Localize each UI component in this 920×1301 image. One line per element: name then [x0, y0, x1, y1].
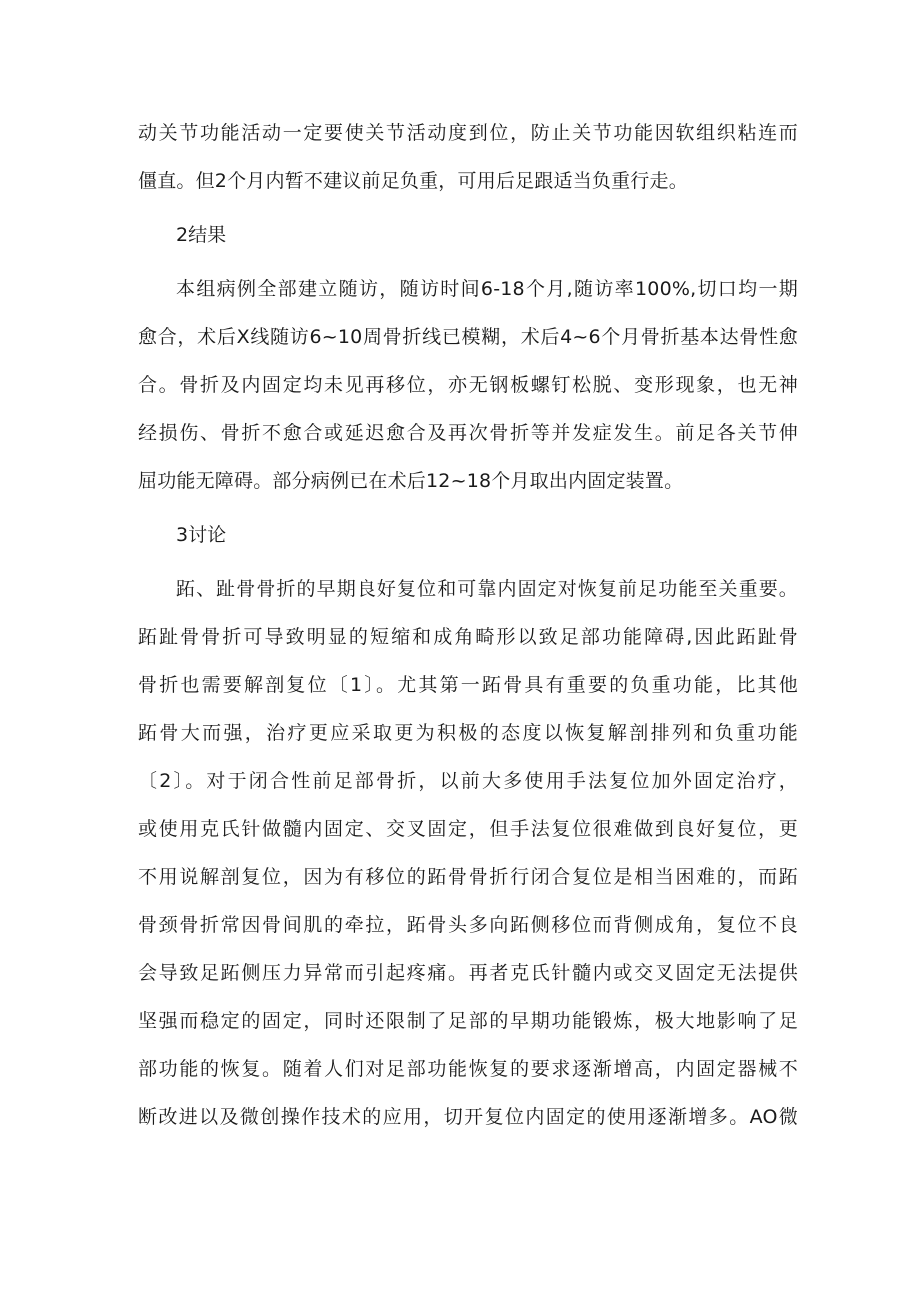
- paragraph-line: 愈合，术后X线随访6~10周骨折线已模糊，术后4~6个月骨折基本达骨性愈: [138, 326, 798, 348]
- paragraph-line: 或使用克氏针做髓内固定、交叉固定，但手法复位很难做到良好复位，更: [138, 818, 798, 840]
- paragraph-line: 会导致足跖侧压力异常而引起疼痛。再者克氏针髓内或交叉固定无法提供: [138, 962, 798, 984]
- paragraph-line: 不用说解剖复位，因为有移位的跖骨骨折行闭合复位是相当困难的，而跖: [138, 866, 798, 888]
- paragraph-line: 部功能的恢复。随着人们对足部功能恢复的要求逐渐增高，内固定器械不: [138, 1058, 798, 1080]
- section-heading-results: 2结果: [176, 224, 227, 246]
- paragraph-line: 〔2〕。对于闭合性前足部骨折，以前大多使用手法复位加外固定治疗，: [138, 770, 798, 792]
- paragraph-line: 跖、趾骨骨折的早期良好复位和可靠内固定对恢复前足功能至关重要。: [176, 578, 798, 600]
- paragraph-line: 骨颈骨折常因骨间肌的牵拉，跖骨头多向跖侧移位而背侧成角，复位不良: [138, 914, 798, 936]
- paragraph-line: 断改进以及微创操作技术的应用，切开复位内固定的使用逐渐增多。AO微: [138, 1106, 798, 1128]
- paragraph-line: 跖趾骨骨折可导致明显的短缩和成角畸形以致足部功能障碍,因此跖趾骨: [138, 626, 798, 648]
- paragraph-line: 僵直。但2个月内暂不建议前足负重，可用后足跟适当负重行走。: [138, 170, 688, 192]
- paragraph-line: 坚强而稳定的固定，同时还限制了足部的早期功能锻炼，极大地影响了足: [138, 1010, 798, 1032]
- paragraph-line: 跖骨大而强，治疗更应采取更为积极的态度以恢复解剖排列和负重功能: [138, 722, 798, 744]
- section-heading-discussion: 3讨论: [176, 524, 227, 546]
- paragraph-line: 动关节功能活动一定要使关节活动度到位，防止关节功能因软组织粘连而: [138, 122, 798, 144]
- paragraph-line: 合。骨折及内固定均未见再移位，亦无钢板螺钉松脱、变形现象，也无神: [138, 374, 798, 396]
- paragraph-line: 屈功能无障碍。部分病例已在术后12~18个月取出内固定装置。: [138, 470, 684, 492]
- paragraph-line: 本组病例全部建立随访，随访时间6-18个月,随访率100%,切口均一期: [176, 278, 798, 300]
- paragraph-line: 经损伤、骨折不愈合或延迟愈合及再次骨折等并发症发生。前足各关节伸: [138, 422, 798, 444]
- paragraph-line: 骨折也需要解剖复位〔1〕。尤其第一跖骨具有重要的负重功能，比其他: [138, 674, 798, 696]
